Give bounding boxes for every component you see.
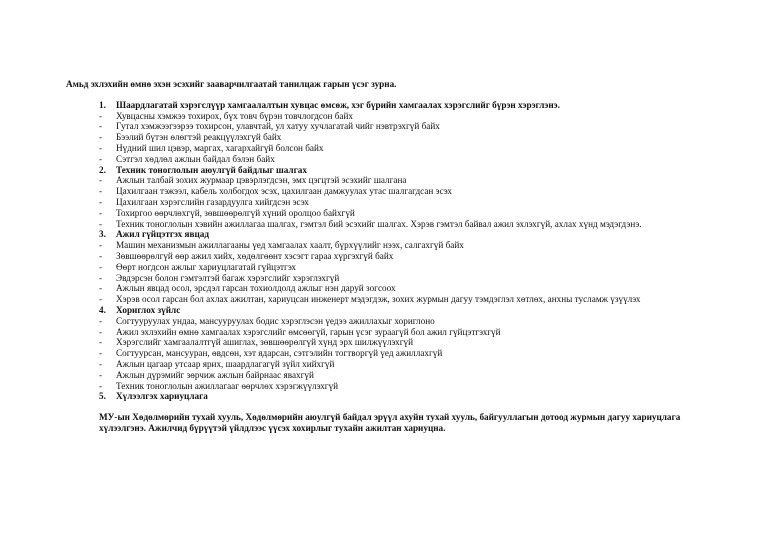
list-item-text: Гутал хэмжээгээрээ тохирсон, улавчтай, ул хатуу хучлагатай чийг нэвтрэхгүй байх [116, 121, 440, 132]
list-item-text: Ажлын талбай зохих журмаар цэвэрлэгдсэн, эмх цэгцтэй эсэхийг шалгана [116, 175, 407, 186]
section-prohibited [66, 305, 706, 391]
list-item [99, 251, 706, 262]
dash-bullet: - [99, 294, 103, 305]
list-item [99, 154, 706, 165]
list-item-text: Ажлын дүрэмийг зөрчиж ажлын байрнаас явахгүй [116, 369, 314, 380]
dash-bullet: - [99, 272, 103, 283]
dash-bullet: - [99, 186, 103, 197]
dash-bullet: - [99, 153, 103, 164]
list-item-text: Согтууруулах ундаа, мансууруулах бодис хэрэглэсэн үедээ ажиллахыг хориглоно [116, 315, 435, 326]
list-item-text: Цахилгаан хэрэгслийн газардуулга хийгдсэн эсэх [116, 196, 309, 207]
section-heading [99, 229, 706, 240]
dash-bullet: - [99, 175, 103, 186]
list-item-text: Сэтгэл хөдлөл ажлын байдал бэлэн байх [116, 153, 275, 164]
list-item [99, 381, 706, 392]
list-item-text: Зөвшөөрөлгүй өөр ажил хийх, хөдөлгөөнт хэсэгт гараа хүргэхгүй байх [116, 250, 394, 261]
list-item-text: Цахилгаан тэжээл, кабель холбогдох эсэх, цахилгаан дамжуулах утас шалгагдсан эсэх [116, 186, 452, 197]
section-title: Техник тоноглолын аюулгүй байдлыг шалгах [116, 164, 307, 175]
list-item [99, 370, 706, 381]
list-item [99, 132, 706, 143]
list-item [99, 337, 706, 348]
list-item [99, 316, 706, 327]
list-item-text: Техник тоноглолын хэвийн ажиллагаа шалгах, гэмтэл бий эсэхийг шалгах. Хэрэв гэмтэл байвал ажил эхлэхгүй, ахлах хүнд мэдэгдэнэ. [116, 218, 642, 229]
list-item-text: Согтуурсан, мансууран, өвдсөн, хэт ядарсан, сэтгэлийн тогтворгүй үед ажиллахгүй [116, 348, 443, 359]
dash-bullet: - [99, 207, 103, 218]
list-item [99, 262, 706, 273]
list-item [99, 197, 706, 208]
list-item [99, 143, 706, 154]
dash-bullet: - [99, 196, 103, 207]
section-title: Ажил гүйцэтгэх явцад [116, 229, 210, 240]
section-number: 5. [99, 391, 106, 402]
dash-bullet: - [99, 142, 103, 153]
dash-bullet: - [99, 250, 103, 261]
list-item [99, 240, 706, 251]
document-closing-paragraph: МУ-ын Хөдөлмөрийн тухай хууль, Хөдөлмөрийн аюулгүй байдал эрүүл ахуйн тухай хууль, байгууллагын дотоод журмын дагуу хариуцлага хүлээлгэнэ. Ажилчид бүрүүтэй үйлдлээс үүсэх хохирлыг тухайн ажилтан хариуцна. [99, 412, 681, 433]
list-item [99, 273, 706, 284]
section-title: Хориглох зүйлс [116, 304, 181, 315]
list-item-text: Өөрт ногдсон ажлыг хариуцлагатай гүйцэтгэх [116, 261, 297, 272]
list-item-text: Хэрэв осол гарсан бол ахлах ажилтан, хариуцсан инженерт мэдэгдэж, зохих журмын дагуу тэмдэглэл хөтлөх, анхны тусламж үзүүлэх [116, 294, 641, 305]
dash-bullet: - [99, 218, 103, 229]
section-equipment-check [66, 165, 706, 230]
list-item-text: Хувцасны хэмжээ тохирох, бүх товч бүрэн товчлогдсон байх [116, 110, 354, 121]
section-number: 3. [99, 229, 106, 240]
section-title: Хүлээлгэх хариуцлага [116, 391, 208, 402]
dash-bullet: - [99, 121, 103, 132]
dash-bullet: - [99, 369, 103, 380]
list-item-text: Эвдэрсэн болон гэмтэлтэй багаж хэрэгслийг хэрэглэхгүй [116, 272, 340, 283]
dash-bullet: - [99, 315, 103, 326]
list-item [99, 208, 706, 219]
section-title: Шаардлагатай хэрэгслүүр хамгаалалтын хувцас өмсөж, хэг бүрийн хамгаалах хэрэгслийг бүрэн хэрэглэнэ. [116, 99, 560, 110]
section-number: 2. [99, 164, 106, 175]
list-item-text: Машин механизмын ажиллагааны үед хамгаалах хаалт, бүрхүүлийг нээх, салгахгүй байх [116, 240, 464, 251]
section-heading [99, 100, 706, 111]
list-item-text: Ажил эхлэхийн өмнө хамгаалах хэрэгслийг өмсөөгүй, гарын үсэг зураагүй бол ажил гүйцэтгэхгүй [116, 326, 501, 337]
list-item [99, 175, 706, 186]
section-during-work [66, 229, 706, 305]
dash-bullet: - [99, 132, 103, 143]
dash-bullet: - [99, 283, 103, 294]
list-item [99, 359, 706, 370]
dash-bullet: - [99, 240, 103, 251]
dash-bullet: - [99, 337, 103, 348]
list-item [99, 348, 706, 359]
list-item-text: Техник тоноглолын ажиллагааг өөрчлөх хэрэгжүүлэхгүй [116, 380, 339, 391]
list-item [99, 283, 706, 294]
list-item [99, 121, 706, 132]
document-intro: Амьд эхлэхийн өмнө эхэн эсэхийг зааварчилгаатай танилцаж гарын үсэг зурна. [66, 79, 397, 89]
list-item [99, 294, 706, 305]
list-item-text: Хэрэгслийг хамгаалалтгүй ашиглах, зөвшөөрөлгүй хүнд эрх шилжүүлэхгүй [116, 337, 414, 348]
section-number: 4. [99, 304, 106, 315]
list-item [99, 219, 706, 230]
list-item-text: Тохиргоо өөрчлөхгүй, зөвшөөрөлгүй хүний оролцоо байхгүй [116, 207, 355, 218]
section-heading [99, 165, 706, 176]
section-heading [99, 391, 706, 402]
list-item [99, 327, 706, 338]
list-item-text: Нүдний шил цэвэр, маргах, хагархайгүй болсон байх [116, 142, 324, 153]
list-item-text: Ажлын цагаар утсаар ярих, шаардлагагүй зүйл хийхгүй [116, 358, 335, 369]
list-item-text: Бээлий бүтэн өлөгтэй реакцүүлэхгүй байх [116, 132, 282, 143]
list-item [99, 186, 706, 197]
section-liability [66, 391, 706, 402]
list-item [99, 111, 706, 122]
dash-bullet: - [99, 110, 103, 121]
list-item-text: Ажлын явцад осол, эрсдэл гарсан тохиолдолд ажлыг нэн даруй зогсоох [116, 283, 396, 294]
dash-bullet: - [99, 358, 103, 369]
dash-bullet: - [99, 380, 103, 391]
section-number: 1. [99, 99, 106, 110]
dash-bullet: - [99, 348, 103, 359]
section-heading [99, 305, 706, 316]
dash-bullet: - [99, 326, 103, 337]
instruction-document [66, 79, 706, 434]
section-ppe [66, 100, 706, 165]
dash-bullet: - [99, 261, 103, 272]
